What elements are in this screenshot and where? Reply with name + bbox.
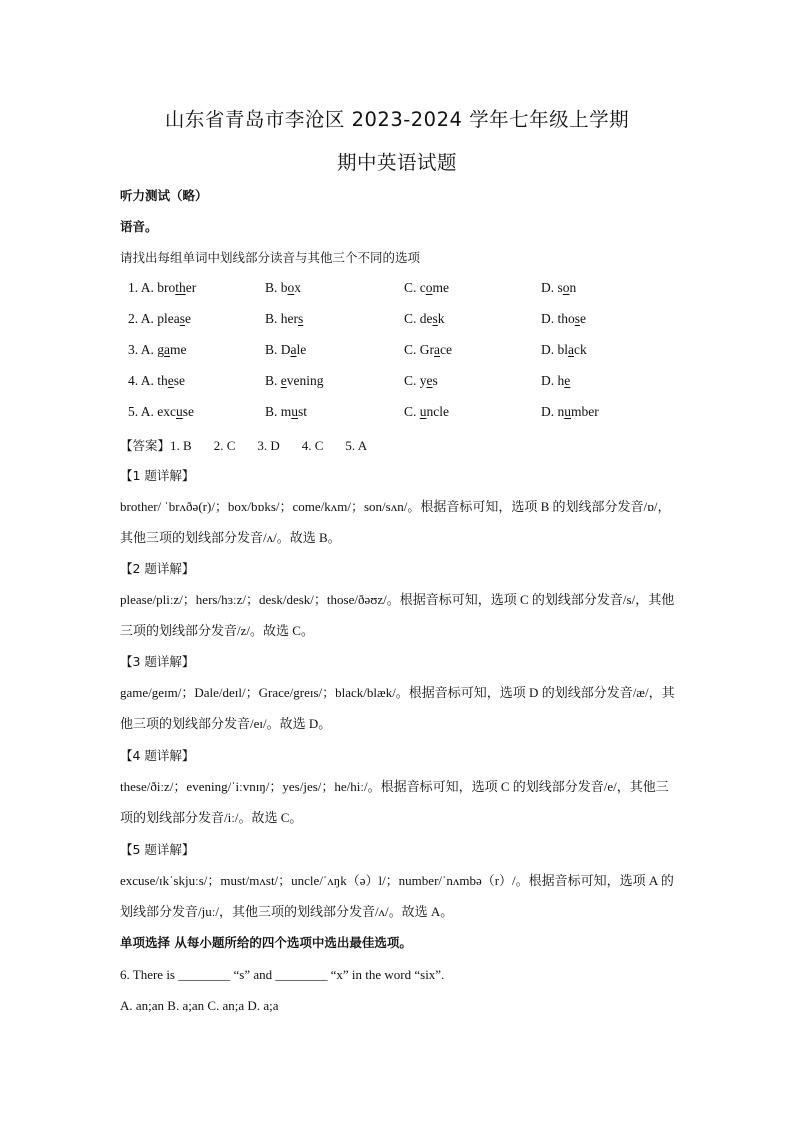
underlined-part: e <box>426 373 433 388</box>
answer-option: D. son <box>541 280 577 295</box>
answer-option: 3. A. game <box>128 342 187 357</box>
answer-option: D. he <box>541 373 571 388</box>
underlined-part: e <box>564 373 571 388</box>
answer-line <box>120 436 389 454</box>
detail-heading: 【2 题详解】 <box>120 561 195 576</box>
underlined-part: a <box>434 342 440 357</box>
underlined-part: o <box>562 280 570 295</box>
detail-heading: 【1 题详解】 <box>120 468 195 483</box>
answer-option: B. Dale <box>265 342 307 357</box>
answer-option: B. evening <box>265 373 324 388</box>
question-options: A. an;an B. a;an C. an;a D. a;a <box>120 998 279 1013</box>
answer-option: B. must <box>265 404 308 419</box>
detail-text: excuse/ɪkˈskjuːs/；must/mʌst/；uncle/ˈʌŋk（ə）l/；number/ˈnʌmbə（r）/。根据音标可知，选项 A 的划线部分发音/juː/，其他三项的划线部分发音/ʌ/。故选 A。 <box>120 873 674 919</box>
answer-option: 1. A. brother <box>128 280 197 295</box>
detail-text: these/ðiːz/；evening/ˈiːvnɪŋ/；yes/jes/；he/hiː/。根据音标可知，选项 C 的划线部分发音/e/，其他三项的划线部分发音/iː/。故选 C。 <box>120 779 669 825</box>
question-stem: 6. There is ________ “s” and ________ “x” in the word “six”. <box>120 967 445 982</box>
answer-option: D. those <box>541 311 587 326</box>
phonetics-heading: 语音。 <box>120 219 158 234</box>
answer-option: C. Grace <box>404 342 452 357</box>
instruction-text: 请找出每组单词中划线部分读音与其他三个不同的选项 <box>120 250 421 265</box>
answer-item: 2. C <box>213 438 236 453</box>
answer-option: C. come <box>404 280 449 295</box>
answer-option: 2. A. please <box>128 311 192 326</box>
underlined-part: e <box>167 373 174 388</box>
answer-item: 5. A <box>345 438 368 453</box>
answer-option: C. uncle <box>404 404 450 419</box>
underlined-part: o <box>287 280 295 295</box>
answer-option: B. box <box>265 280 302 295</box>
underlined-part: u <box>176 404 183 419</box>
answer-item: 1. B <box>170 438 192 453</box>
answer-label: 【答案】 <box>120 438 171 453</box>
underlined-part: u <box>564 404 571 419</box>
underlined-part: s <box>432 311 438 326</box>
underlined-part: o <box>425 280 433 295</box>
answer-item: 3. D <box>257 438 280 453</box>
detail-text: please/pliːz/；hers/hɜːz/；desk/desk/；those/ðəʊz/。根据音标可知，选项 C 的划线部分发音/s/，其他三项的划线部分发音/z/。故选 C。 <box>120 592 675 638</box>
answer-option: C. desk <box>404 311 445 326</box>
underlined-part: a <box>568 342 574 357</box>
answer-option: B. hers <box>265 311 304 326</box>
underlined-part: u <box>291 404 299 419</box>
underlined-part: a <box>290 342 297 357</box>
document-subtitle: 期中英语试题 <box>336 151 457 174</box>
answer-item: 4. C <box>301 438 324 453</box>
section-heading: 单项选择 从每小题所给的四个选项中选出最佳选项。 <box>120 935 412 950</box>
detail-heading: 【3 题详解】 <box>120 654 195 669</box>
answer-option: 4. A. these <box>128 373 186 388</box>
detail-heading: 【4 题详解】 <box>120 748 195 763</box>
underlined-part: s <box>298 311 304 326</box>
underlined-part: s <box>574 311 581 326</box>
answer-option: 5. A. excuse <box>128 404 194 419</box>
document-title: 山东省青岛市李沧区 2023-2024 学年七年级上学期 <box>164 108 630 131</box>
detail-text: brother/ ˈbrʌðə(r)/；box/bɒks/；come/kʌm/；son/sʌn/。根据音标可知，选项 B 的划线部分发音/ɒ/，其他三项的划线部分发音/ʌ/。故选 B。 <box>120 499 671 545</box>
underlined-part: a <box>164 342 171 357</box>
underlined-part: u <box>419 404 427 419</box>
underlined-part: s <box>179 311 186 326</box>
underlined-part: e <box>280 373 287 388</box>
answer-option: D. number <box>541 404 599 419</box>
underlined-part: th <box>175 280 186 295</box>
detail-text: game/geɪm/；Dale/deɪl/；Grace/greɪs/；black/blæk/。根据音标可知，选项 D 的划线部分发音/æ/，其他三项的划线部分发音/eɪ/。故选 D。 <box>120 685 675 731</box>
listening-note: 听力测试（略） <box>120 188 208 203</box>
answer-option: D. black <box>541 342 587 357</box>
detail-heading: 【5 题详解】 <box>120 842 195 857</box>
answer-option: C. yes <box>404 373 438 388</box>
